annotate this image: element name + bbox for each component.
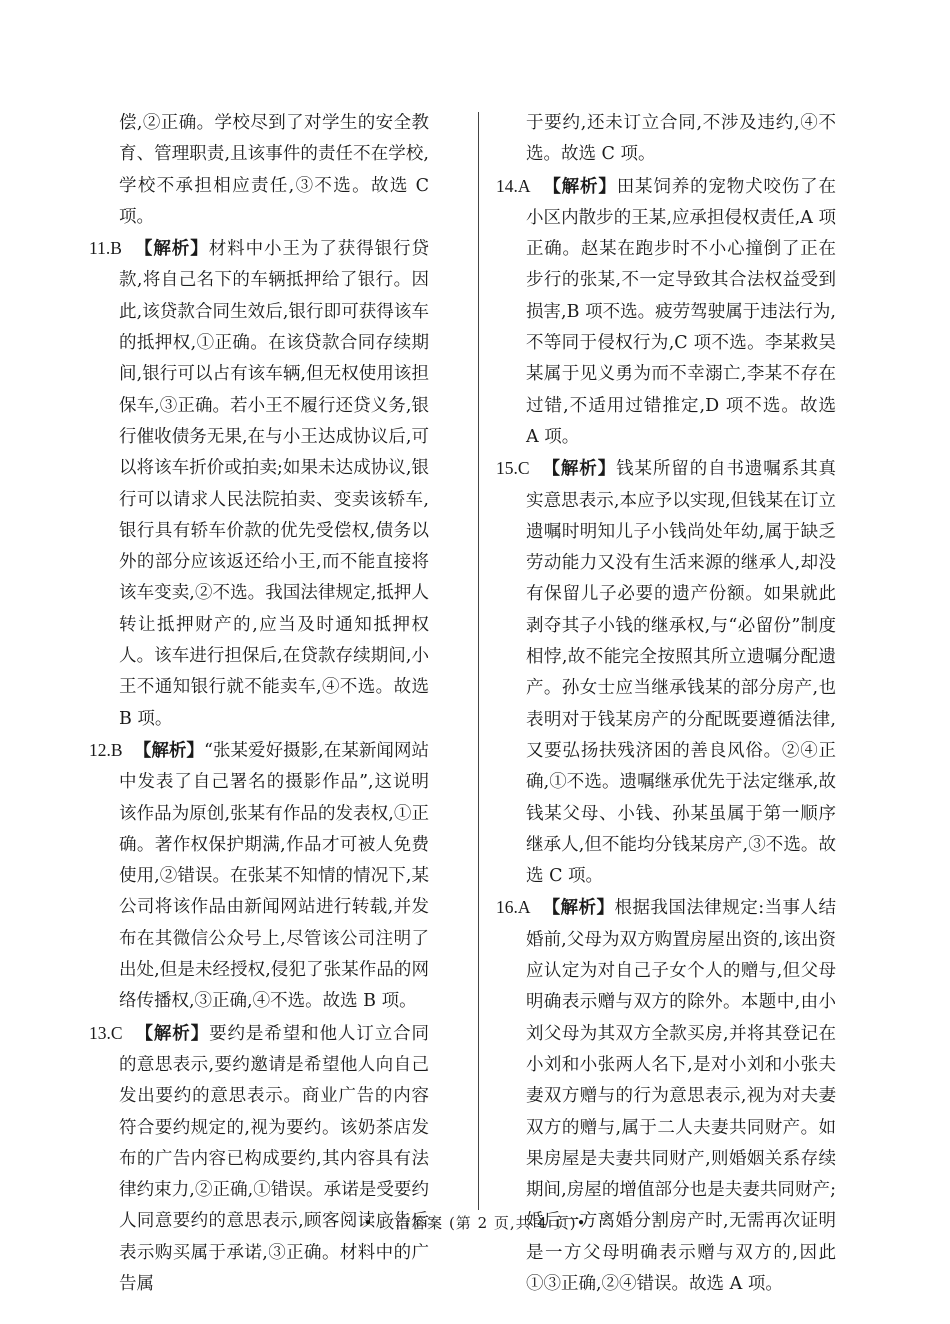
column-divider	[478, 112, 479, 1210]
continued-paragraph: 偿,②正确。学校尽到了对学生的安全教育、管理职责,且该事件的责任不在学校,学校不承担相应责任,③不选。故选 C 项。	[119, 113, 429, 227]
answer-number: 15.C	[496, 458, 530, 479]
answer-number: 14.A	[496, 175, 531, 196]
answer-number: 13.C	[89, 1022, 123, 1043]
answer-item-13	[89, 1018, 429, 1301]
analysis-tag: 【解析】	[134, 239, 209, 260]
answer-item-16	[496, 892, 836, 1300]
analysis-text: 田某饲养的宠物犬咬伤了在小区内散步的王某,应承担侵权责任,A 项正确。赵某在跑步时不小心撞倒了正在步行的张某,不一定导致其合法权益受到损害,B 项不选。疲劳驾驶属于违法行为,不等同于侵权行为,C 项不选。李某救吴某属于见义勇为而不幸溺亡,李某不存在过错,不适用过错推定,D 项不选。故选 A 项。	[526, 176, 836, 447]
analysis-tag: 【解析】	[135, 1023, 210, 1044]
analysis-tag: 【解析】	[543, 176, 617, 197]
continued-paragraph: 于要约,还未订立合同,不涉及违约,④不选。故选 C 项。	[526, 113, 836, 165]
analysis-text: “张某爱好摄影,在某新闻网站中发表了自己署名的摄影作品”,这说明该作品为原创,张某有作品的发表权,①正确。著作权保护期满,作品才可被人免费使用,②错误。在张某不知情的情况下,某公司将该作品由新闻网站进行转载,并发布在其微信公众号上,尽管该公司注明了出处,但是未经授权,侵犯了张某作品的网络传播权,③正确,④不选。故选 B 项。	[119, 740, 429, 1012]
page-footer: • 政治答案 (第 2 页,共 4 页)•	[363, 1214, 587, 1232]
left-column	[89, 108, 429, 1300]
analysis-text: 根据我国法律规定:当事人结婚前,父母为双方购置房屋出资的,该出资应认定为对自己子女个人的赠与,但父母明确表示赠与双方的除外。本题中,由小刘父母为其双方全款买房,并将其登记在小刘和小张两人名下,是对小刘和小张夫妻双方赠与的行为意思表示,视为对夫妻双方的赠与,属于二人夫妻共同财产。如果房屋是夫妻共同财产,则婚姻关系存续期间,房屋的增值部分也是夫妻共同财产;婚后一方离婚分割房产时,无需再次证明是一方父母明确表示赠与双方的,因此①③正确,②④错误。故选 A 项。	[526, 898, 836, 1294]
answer-item-14	[496, 171, 836, 454]
analysis-tag: 【解析】	[542, 459, 617, 480]
analysis-tag: 【解析】	[542, 898, 615, 919]
answer-number: 12.B	[89, 739, 123, 760]
answer-number: 11.B	[89, 238, 122, 259]
analysis-text: 要约是希望和他人订立合同的意思表示,要约邀请是希望他人向自己发出要约的意思表示。商业广告的内容符合要约规定的,视为要约。该奶茶店发布的广告内容已构成要约,其内容具有法律约束力,②正确,①错误。承诺是受要约人同意要约的意思表示,顾客阅读广告后表示购买属于承诺,③正确。材料中的广告属	[119, 1023, 430, 1294]
analysis-tag: 【解析】	[133, 740, 204, 761]
right-column	[496, 108, 836, 1300]
answer-item-11	[89, 233, 429, 735]
analysis-text: 钱某所留的自书遗嘱系其真实意思表示,本应予以实现,但钱某在订立遗嘱时明知儿子小钱尚处年幼,属于缺乏劳动能力又没有生活来源的继承人,却没有保留儿子必要的遗产份额。如果就此剥夺其子小钱的继承权,与“必留份”制度相悖,故不能完全按照其所立遗嘱分配遗产。孙女士应当继承钱某的部分房产,也表明对于钱某房产的分配既要遵循法律,又要弘扬扶残济困的善良风俗。②④正确,①不选。遗嘱继承优先于法定继承,故钱某父母、小钱、孙某虽属于第一顺序继承人,但不能均分钱某房产,③不选。故选 C 项。	[526, 459, 837, 887]
answer-item-12	[89, 735, 429, 1018]
answer-number: 16.A	[496, 897, 531, 918]
analysis-text: 材料中小王为了获得银行贷款,将自己名下的车辆抵押给了银行。因此,该贷款合同生效后,银行即可获得该车的抵押权,①正确。在该贷款合同存续期间,银行可以占有该车辆,但无权使用该担保车,③正确。若小王不履行还贷义务,银行催收债务无果,在与小王达成协议后,可以将该车折价或拍卖;如果未达成协议,银行可以请求人民法院拍卖、变卖该轿车,银行具有轿车价款的优先受偿权,债务以外的部分应该返还给小王,而不能直接将该车变卖,②不选。我国法律规定,抵押人转让抵押财产的,应当及时通知抵押权人。该车进行担保后,在贷款存续期间,小王不通知银行就不能卖车,④不选。故选 B 项。	[119, 239, 430, 729]
answer-item-15	[496, 453, 836, 892]
